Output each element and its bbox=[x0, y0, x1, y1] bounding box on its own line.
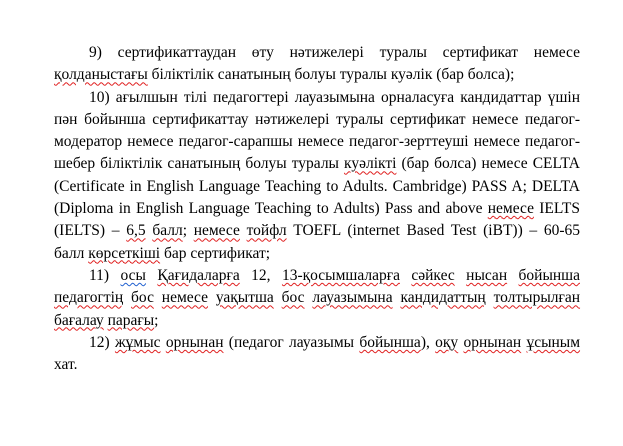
grammar-check-word: осы bbox=[120, 266, 146, 284]
text-run bbox=[455, 267, 466, 284]
spellcheck-word: 6,5 bbox=[126, 222, 146, 240]
spellcheck-word: бос bbox=[131, 289, 154, 307]
text-run bbox=[400, 267, 411, 284]
spellcheck-word: кандидаттың bbox=[400, 289, 486, 307]
spellcheck-word: уақытша bbox=[215, 289, 274, 307]
text-run bbox=[123, 289, 131, 306]
spellcheck-word: педагогтің bbox=[54, 289, 124, 307]
spellcheck-word: Қағидаларға bbox=[157, 266, 240, 284]
spellcheck-word: немесе bbox=[487, 200, 534, 218]
text-run: (бар болса) немесе CELTA (Certificate in English Language Teaching to Adults. Cambridge) PASS A; DELTA (Diploma in English Language Teaching to Adults) Pass and above bbox=[54, 155, 580, 218]
spellcheck-word: 13-қосымшаларға bbox=[281, 266, 400, 284]
spellcheck-word: балл bbox=[152, 222, 183, 240]
text-run: 9) сертификаттаудан өту нәтижелері туралы сертификат немесе bbox=[89, 44, 580, 61]
spellcheck-word: лауазымына bbox=[312, 289, 393, 307]
paragraph-item-11 bbox=[54, 265, 580, 332]
text-run: біліктілік санатының болуы туралы куәлік (бар болса); bbox=[147, 66, 515, 84]
spellcheck-word: куәлікті bbox=[344, 155, 397, 173]
text-run: (педагог лауазымы bbox=[223, 333, 360, 351]
spellcheck-word: ұсыным bbox=[526, 333, 581, 351]
spellcheck-word: немесе bbox=[193, 222, 240, 240]
text-run bbox=[146, 267, 157, 284]
text-run: 11) bbox=[89, 266, 121, 284]
spellcheck-word: орнынан bbox=[165, 333, 224, 351]
spellcheck-word: тойфл bbox=[246, 222, 287, 240]
spellcheck-word: қолданыстағы bbox=[54, 66, 148, 84]
spellcheck-word: бос bbox=[281, 289, 305, 307]
spellcheck-word: сәйкес bbox=[411, 266, 455, 284]
text-run: 10) ағылшын тілі педагогтері лауазымына орналасуға кандидаттар үшін пән бойынша сертификаттау нәтижелері туралы сертификат немесе педагог-модератор немесе педагог-сарапшы немесе педагог-зерттеуші немесе педагог-шебер біліктілік санатының болуы туралы bbox=[54, 88, 580, 173]
text-run bbox=[274, 289, 282, 306]
document-body[interactable] bbox=[54, 42, 580, 376]
text-run: IELTS (IELTS) – bbox=[54, 200, 581, 240]
spellcheck-word: көрсеткіші bbox=[88, 244, 161, 262]
spellcheck-word: жұмыс bbox=[114, 333, 161, 351]
paragraph-item-10 bbox=[54, 87, 580, 265]
spellcheck-word: бағалау bbox=[54, 311, 104, 329]
text-run bbox=[486, 289, 494, 306]
text-run: хат. bbox=[54, 356, 78, 374]
text-run: 12, bbox=[239, 266, 282, 284]
text-run: ), bbox=[420, 333, 436, 351]
paragraph-item-12 bbox=[54, 332, 580, 377]
spellcheck-word: толтырылған bbox=[493, 289, 581, 307]
text-run: ; bbox=[154, 311, 159, 329]
spellcheck-word: оқу bbox=[435, 333, 459, 351]
text-run: TOEFL (internet Based Test (iBT)) – 60-65 балл bbox=[54, 222, 581, 262]
spellcheck-word: бойынша bbox=[518, 266, 580, 284]
text-run bbox=[154, 289, 162, 306]
spellcheck-word: нысан bbox=[466, 266, 508, 284]
spellcheck-word: бойынша bbox=[359, 333, 421, 351]
text-run: 12) bbox=[89, 333, 115, 351]
spellcheck-word: немесе bbox=[161, 289, 208, 307]
spellcheck-word: орнынан bbox=[463, 333, 522, 351]
text-run bbox=[240, 222, 247, 239]
spellcheck-word: парағы bbox=[107, 311, 155, 329]
text-run bbox=[507, 267, 518, 284]
text-run: ; bbox=[182, 222, 194, 240]
paragraph-item-9 bbox=[54, 42, 580, 87]
text-run bbox=[208, 289, 216, 306]
text-run: бар сертификат; bbox=[160, 244, 271, 262]
